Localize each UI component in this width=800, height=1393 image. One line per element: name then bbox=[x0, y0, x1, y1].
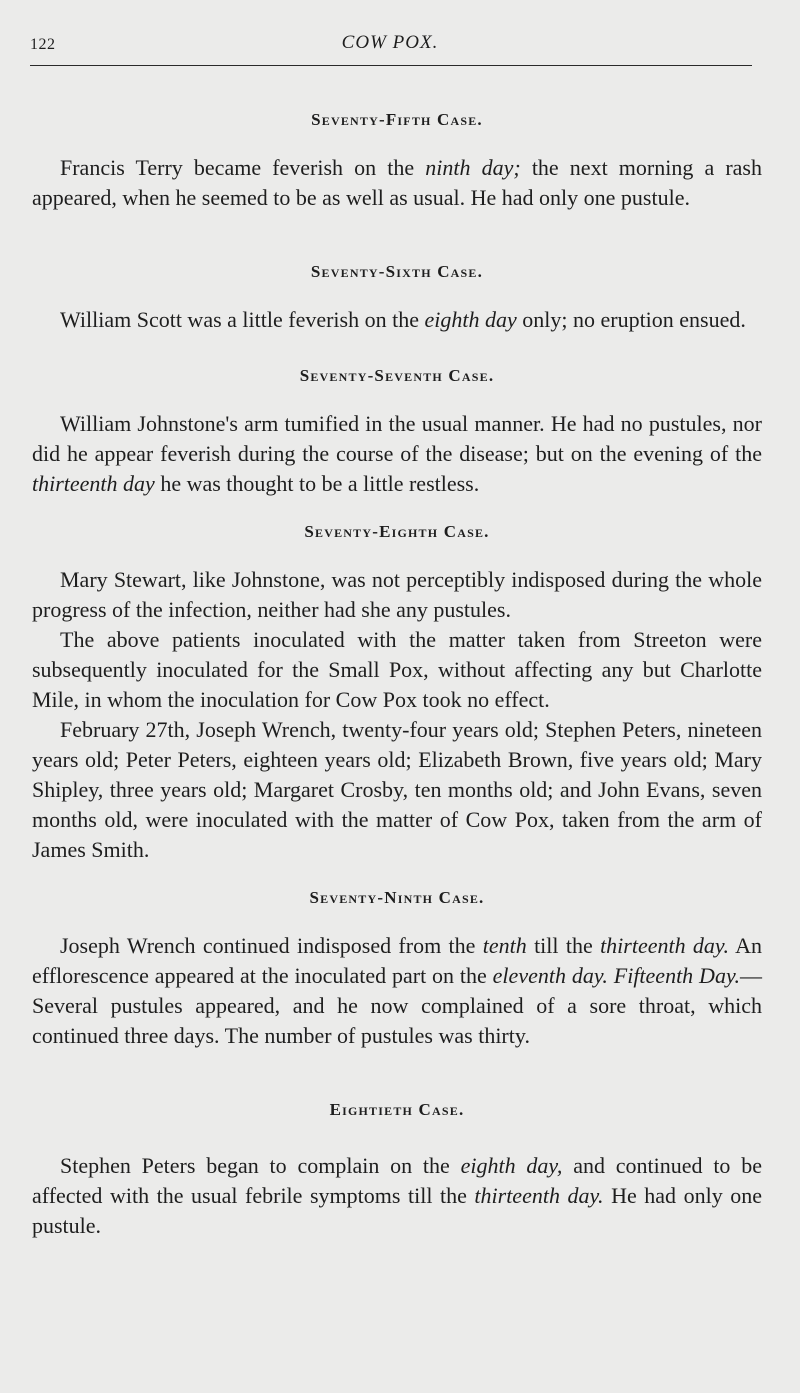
page-body bbox=[32, 105, 762, 1241]
case-section bbox=[32, 105, 762, 257]
text-run: William Johnstone's arm tumified in the usual manner. He had no pustules, nor did he appear feverish during the course of the disease; but on the evening of the bbox=[32, 411, 762, 466]
italic-text: ninth day; bbox=[425, 155, 521, 180]
case-section bbox=[32, 883, 762, 1095]
text-run: only; no eruption ensued. bbox=[516, 307, 746, 332]
case-heading: Seventy-Fifth Case. bbox=[311, 110, 483, 129]
italic-text: eighth day, bbox=[460, 1153, 563, 1178]
case-paragraph bbox=[32, 931, 762, 1051]
text-run: —Several pustules appeared, and he now complained of a sore throat, which continued three days. The number of pustules was thirty. bbox=[32, 963, 762, 1048]
text-run: the next morning a rash appeared, when he seemed to be as well as usual. He had only one pustule. bbox=[32, 155, 762, 210]
case-paragraph bbox=[32, 715, 762, 865]
text-run: Stephen Peters began to complain on the bbox=[60, 1153, 461, 1178]
case-section bbox=[32, 517, 762, 883]
text-run: he was thought to be a little restless. bbox=[154, 471, 480, 496]
case-heading: Seventy-Eighth Case. bbox=[304, 522, 490, 541]
italic-text: Fifteenth Day. bbox=[613, 963, 740, 988]
text-run: Joseph Wrench continued indisposed from the bbox=[60, 933, 483, 958]
case-heading: Seventy-Sixth Case. bbox=[310, 262, 484, 281]
text-run: and continued to be affected with the usual febrile symptoms till the bbox=[32, 1153, 762, 1208]
page-number: 122 bbox=[30, 36, 56, 53]
running-title: COW POX. bbox=[341, 32, 439, 53]
italic-text: eighth day bbox=[424, 307, 517, 332]
text-run: till the bbox=[526, 933, 601, 958]
page-header bbox=[30, 32, 750, 60]
case-paragraph bbox=[32, 153, 762, 213]
case-heading: Eightieth Case. bbox=[329, 1100, 465, 1119]
case-section bbox=[32, 1095, 762, 1241]
text-run: He had only one pustule. bbox=[32, 1183, 763, 1238]
italic-text: tenth bbox=[482, 933, 527, 958]
italic-text: thirteenth day. bbox=[474, 1183, 604, 1208]
italic-text: eleventh day. bbox=[492, 963, 608, 988]
case-heading: Seventy-Seventh Case. bbox=[299, 366, 495, 385]
case-paragraph bbox=[32, 625, 762, 715]
italic-text: thirteenth day bbox=[32, 471, 155, 496]
header-rule bbox=[30, 65, 752, 66]
text-run: February 27th, Joseph Wrench, twenty-four years old; Stephen Peters, nineteen years old; Peter Peters, eighteen years old; Elizabeth Brown, five years old; Mary Shipley, three years old; Margaret Crosby, ten months old; and John Evans, seven months old, were inoculated with the matter of Cow Pox, taken from the arm of James Smith. bbox=[32, 717, 762, 862]
case-paragraph bbox=[32, 565, 762, 625]
case-paragraph bbox=[32, 305, 762, 335]
text-run: William Scott was a little feverish on the bbox=[60, 307, 425, 332]
text-run: An efflorescence appeared at the inoculated part on the bbox=[32, 933, 762, 988]
text-run: Francis Terry became feverish on the bbox=[60, 155, 426, 180]
case-heading: Seventy-Ninth Case. bbox=[309, 888, 485, 907]
text-run: The above patients inoculated with the matter taken from Streeton were subsequently inoculated for the Small Pox, without affecting any but Charlotte Mile, in whom the inoculation for Cow Pox took no effect. bbox=[32, 627, 762, 712]
text-run: Mary Stewart, like Johnstone, was not perceptibly indisposed during the whole progress of the infection, neither had she any pustules. bbox=[32, 567, 762, 622]
case-paragraph bbox=[32, 409, 762, 499]
case-paragraph bbox=[32, 1151, 762, 1241]
case-section bbox=[32, 257, 762, 361]
case-section bbox=[32, 361, 762, 517]
italic-text: thirteenth day. bbox=[600, 933, 729, 958]
